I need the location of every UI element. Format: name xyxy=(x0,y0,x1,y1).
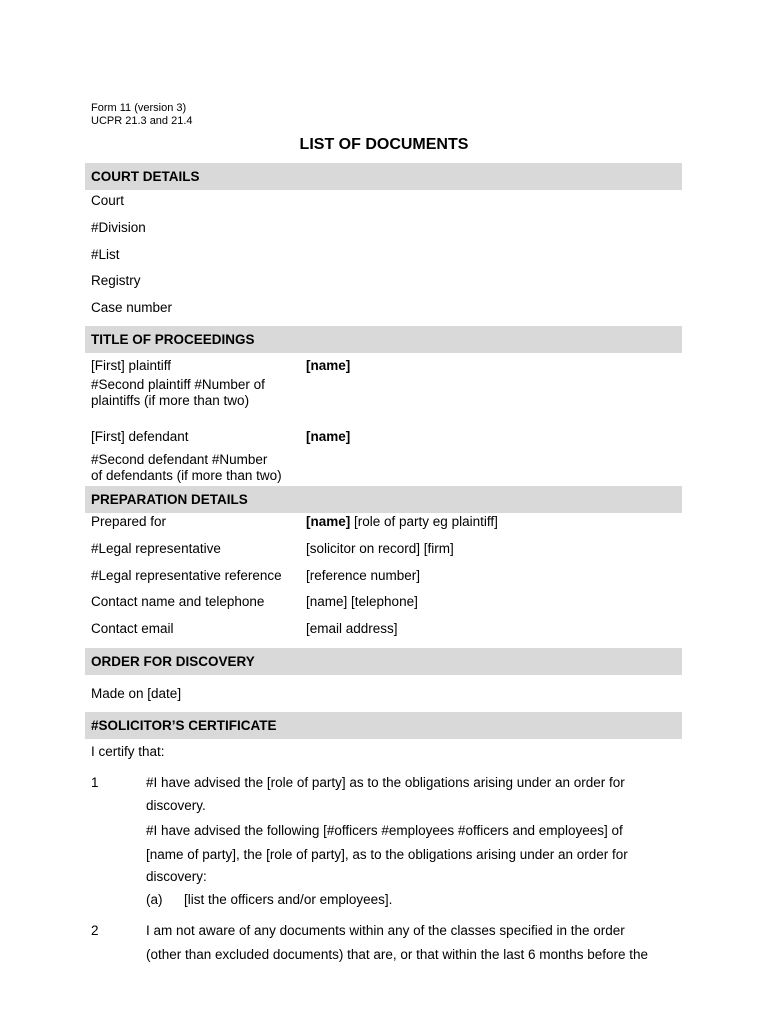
certificate-item-1-sub-marker: (a) xyxy=(146,892,163,907)
first-plaintiff-label: [First] plaintiff xyxy=(91,358,172,373)
legal-representative-label: #Legal representative xyxy=(91,541,221,556)
certificate-item-2-line2: (other than excluded documents) that are, or that within the last 6 months before the xyxy=(146,947,649,962)
prepared-for-label: Prepared for xyxy=(91,514,167,529)
rule-reference: UCPR 21.3 and 21.4 xyxy=(91,115,193,127)
section-heading-court-details: COURT DETAILS xyxy=(85,163,682,190)
certificate-item-1-para1-line1: #I have advised the [role of party] as to the obligations arising under an order for xyxy=(146,775,625,790)
form-number: Form 11 (version 3) xyxy=(91,102,187,114)
prepared-for-name: [name] xyxy=(306,514,351,529)
section-heading-solicitors-certificate: #SOLICITOR’S CERTIFICATE xyxy=(85,712,682,739)
certificate-item-1-sub-text: [list the officers and/or employees]. xyxy=(184,892,393,907)
certificate-intro: I certify that: xyxy=(91,744,165,759)
section-heading-order-for-discovery: ORDER FOR DISCOVERY xyxy=(85,648,682,675)
first-defendant-value: [name] xyxy=(306,429,351,444)
field-division: #Division xyxy=(91,220,146,235)
contact-email-value: [email address] xyxy=(306,621,398,636)
second-defendant-label-line1: #Second defendant #Number xyxy=(91,452,268,467)
certificate-item-2-number: 2 xyxy=(91,923,99,938)
certificate-item-2-line1: I am not aware of any documents within any of the classes specified in the order xyxy=(146,923,625,938)
certificate-item-1-para1-line2: discovery. xyxy=(146,798,206,813)
field-registry: Registry xyxy=(91,273,141,288)
second-plaintiff-label-line1: #Second plaintiff #Number of xyxy=(91,377,265,392)
contact-email-label: Contact email xyxy=(91,621,174,636)
certificate-item-1-para2-line3: discovery: xyxy=(146,869,207,884)
legal-representative-value: [solicitor on record] [firm] xyxy=(306,541,454,556)
certificate-item-1-para2-line1: #I have advised the following [#officers #employees #officers and employees] of xyxy=(146,823,623,838)
field-list: #List xyxy=(91,247,120,262)
field-case-number: Case number xyxy=(91,300,173,315)
section-heading-title-of-proceedings: TITLE OF PROCEEDINGS xyxy=(85,326,682,353)
field-court: Court xyxy=(91,193,125,208)
certificate-item-1-number: 1 xyxy=(91,775,99,790)
section-heading-preparation-details: PREPARATION DETAILS xyxy=(85,486,682,513)
form-reference xyxy=(91,102,193,128)
order-made-on: Made on [date] xyxy=(91,686,182,701)
prepared-for-value xyxy=(306,514,498,530)
certificate-item-1-para2-line2: [name of party], the [role of party], as to the obligations arising under an order for xyxy=(146,847,628,862)
legal-representative-reference-value: [reference number] xyxy=(306,568,421,583)
first-defendant-label: [First] defendant xyxy=(91,429,189,444)
contact-name-telephone-label: Contact name and telephone xyxy=(91,594,265,609)
legal-representative-reference-label: #Legal representative reference xyxy=(91,568,282,583)
document-title: LIST OF DOCUMENTS xyxy=(299,136,469,153)
contact-name-telephone-value: [name] [telephone] xyxy=(306,594,418,609)
prepared-for-role: [role of party eg plaintiff] xyxy=(350,514,498,529)
second-plaintiff-label-line2: plaintiffs (if more than two) xyxy=(91,393,250,408)
second-defendant-label-line2: of defendants (if more than two) xyxy=(91,468,282,483)
first-plaintiff-value: [name] xyxy=(306,358,351,373)
